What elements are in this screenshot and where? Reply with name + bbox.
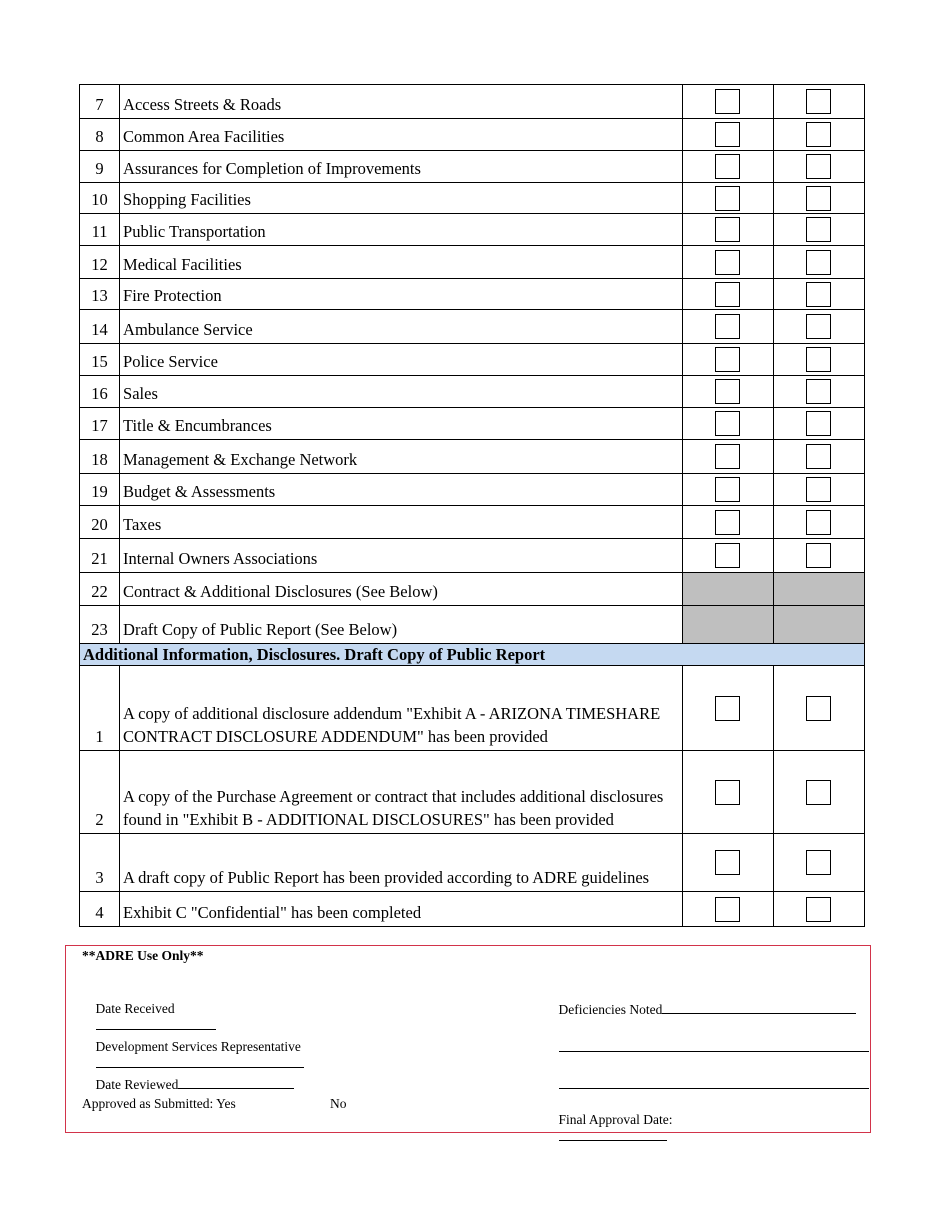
row-number: 7 <box>80 85 120 119</box>
date-reviewed-blank[interactable] <box>178 1076 294 1089</box>
checkbox-col-2[interactable] <box>806 379 831 404</box>
row-label: Taxes <box>120 506 683 539</box>
row-label: Title & Encumbrances <box>120 408 683 440</box>
row-label: Ambulance Service <box>120 310 683 344</box>
checkbox-col-1-cell[interactable] <box>682 666 773 751</box>
date-reviewed-label: Date Reviewed <box>95 1077 179 1092</box>
row-label: Police Service <box>120 344 683 376</box>
row-number: 13 <box>80 279 120 310</box>
shaded-cell <box>682 606 773 644</box>
checklist-table <box>79 84 865 927</box>
checkbox-col-2[interactable] <box>806 444 831 469</box>
checkbox-col-2-cell[interactable] <box>773 376 864 408</box>
row-number: 3 <box>80 834 120 892</box>
checkbox-col-1[interactable] <box>715 510 740 535</box>
row-label: Internal Owners Associations <box>120 539 683 573</box>
checkbox-col-2-cell[interactable] <box>773 474 864 506</box>
checkbox-col-2[interactable] <box>806 477 831 502</box>
row-number: 15 <box>80 344 120 376</box>
row-label: Contract & Additional Disclosures (See Below) <box>120 573 683 606</box>
checklist-row <box>80 892 865 927</box>
row-number: 2 <box>80 751 120 834</box>
checkbox-col-2-cell[interactable] <box>773 279 864 310</box>
checkbox-col-1[interactable] <box>715 411 740 436</box>
checkbox-col-1-cell[interactable] <box>682 214 773 246</box>
checkbox-col-2[interactable] <box>806 347 831 372</box>
checkbox-col-1[interactable] <box>715 477 740 502</box>
checkbox-col-1-cell[interactable] <box>682 751 773 834</box>
checkbox-col-1-cell[interactable] <box>682 344 773 376</box>
checkbox-col-2[interactable] <box>806 282 831 307</box>
row-label: Sales <box>120 376 683 408</box>
adre-title: **ADRE Use Only** <box>82 948 204 963</box>
deficiencies-blank-2[interactable] <box>559 1039 869 1052</box>
checklist-row <box>80 474 865 506</box>
checkbox-col-1[interactable] <box>715 897 740 922</box>
row-number: 11 <box>80 214 120 246</box>
checkbox-col-2[interactable] <box>806 510 831 535</box>
checklist-row <box>80 751 865 834</box>
section-header-row <box>80 644 865 666</box>
checkbox-col-1[interactable] <box>715 850 740 875</box>
row-label: Common Area Facilities <box>120 119 683 151</box>
checkbox-col-1-cell[interactable] <box>682 834 773 892</box>
row-number: 9 <box>80 151 120 183</box>
checkbox-col-2-cell[interactable] <box>773 246 864 279</box>
row-label: Fire Protection <box>120 279 683 310</box>
row-number: 23 <box>80 606 120 644</box>
checkbox-col-2[interactable] <box>806 411 831 436</box>
checkbox-col-2-cell[interactable] <box>773 119 864 151</box>
checkbox-col-2[interactable] <box>806 897 831 922</box>
row-label: A copy of additional disclosure addendum "Exhibit A - ARIZONA TIMESHARE CONTRACT DISCLOSURE ADDENDUM" has been provided <box>120 666 683 751</box>
row-label: Shopping Facilities <box>120 183 683 214</box>
row-number: 22 <box>80 573 120 606</box>
checklist-row <box>80 834 865 892</box>
checkbox-col-1-cell[interactable] <box>682 408 773 440</box>
checkbox-col-1[interactable] <box>715 154 740 179</box>
checkbox-col-1-cell[interactable] <box>682 376 773 408</box>
checkbox-col-1-cell[interactable] <box>682 440 773 474</box>
final-approval-date-blank[interactable] <box>559 1128 667 1141</box>
checklist-row <box>80 573 865 606</box>
checkbox-col-2-cell[interactable] <box>773 408 864 440</box>
checklist-row <box>80 376 865 408</box>
row-label: Public Transportation <box>120 214 683 246</box>
approved-as-submitted-yes[interactable]: Approved as Submitted: Yes <box>82 1096 236 1111</box>
checkbox-col-1[interactable] <box>715 89 740 114</box>
checklist-row <box>80 151 865 183</box>
checkbox-col-1-cell[interactable] <box>682 85 773 119</box>
checkbox-col-2[interactable] <box>806 250 831 275</box>
checkbox-col-2-cell[interactable] <box>773 834 864 892</box>
checklist-row <box>80 344 865 376</box>
checkbox-col-2-cell[interactable] <box>773 151 864 183</box>
row-number: 20 <box>80 506 120 539</box>
checkbox-col-1[interactable] <box>715 186 740 211</box>
checklist-row <box>80 310 865 344</box>
deficiencies-noted-label: Deficiencies Noted <box>558 1002 663 1017</box>
final-approval-date-label: Final Approval Date: <box>558 1112 673 1127</box>
checklist-row <box>80 279 865 310</box>
row-number: 4 <box>80 892 120 927</box>
checkbox-col-2[interactable] <box>806 850 831 875</box>
checkbox-col-2[interactable] <box>806 696 831 721</box>
checkbox-col-1-cell[interactable] <box>682 183 773 214</box>
checkbox-col-1-cell[interactable] <box>682 310 773 344</box>
checkbox-col-1-cell[interactable] <box>682 246 773 279</box>
deficiencies-noted-blank[interactable] <box>662 1001 856 1014</box>
deficiencies-blank-3[interactable] <box>559 1076 869 1089</box>
row-label: Budget & Assessments <box>120 474 683 506</box>
checkbox-col-1-cell[interactable] <box>682 279 773 310</box>
checkbox-col-1-cell[interactable] <box>682 474 773 506</box>
checkbox-col-1-cell[interactable] <box>682 539 773 573</box>
checkbox-col-1[interactable] <box>715 217 740 242</box>
row-label: Management & Exchange Network <box>120 440 683 474</box>
shaded-cell <box>773 606 864 644</box>
row-number: 10 <box>80 183 120 214</box>
checkbox-col-1[interactable] <box>715 543 740 568</box>
shaded-cell <box>682 573 773 606</box>
checkbox-col-1-cell[interactable] <box>682 119 773 151</box>
checkbox-col-2-cell[interactable] <box>773 539 864 573</box>
checklist-row <box>80 666 865 751</box>
checkbox-col-1[interactable] <box>715 122 740 147</box>
row-number: 1 <box>80 666 120 751</box>
dev-services-rep-label: Development Services Representative <box>95 1039 301 1054</box>
checklist-row <box>80 246 865 279</box>
checklist-row <box>80 606 865 644</box>
checkbox-col-2[interactable] <box>806 154 831 179</box>
checkbox-col-2[interactable] <box>806 217 831 242</box>
checkbox-col-2-cell[interactable] <box>773 892 864 927</box>
checkbox-col-2-cell[interactable] <box>773 506 864 539</box>
checklist-row <box>80 85 865 119</box>
checkbox-col-2-cell[interactable] <box>773 85 864 119</box>
checkbox-col-1[interactable] <box>715 347 740 372</box>
checklist-row <box>80 440 865 474</box>
checkbox-col-1-cell[interactable] <box>682 151 773 183</box>
checkbox-col-2-cell[interactable] <box>773 751 864 834</box>
checklist-row <box>80 183 865 214</box>
checkbox-col-2[interactable] <box>806 122 831 147</box>
date-received-label: Date Received <box>95 1001 175 1016</box>
approved-no[interactable]: No <box>330 1096 347 1111</box>
checkbox-col-1[interactable] <box>715 444 740 469</box>
final-approval-date-field[interactable] <box>545 1096 672 1161</box>
checkbox-col-2[interactable] <box>806 186 831 211</box>
section-title: Additional Information, Disclosures. Draft Copy of Public Report <box>80 644 865 666</box>
row-label: Assurances for Completion of Improvements <box>120 151 683 183</box>
checkbox-col-2-cell[interactable] <box>773 440 864 474</box>
adre-use-only-box <box>65 945 871 1133</box>
checkbox-col-1[interactable] <box>715 250 740 275</box>
checkbox-col-2-cell[interactable] <box>773 214 864 246</box>
row-number: 19 <box>80 474 120 506</box>
row-label: Exhibit C "Confidential" has been completed <box>120 892 683 927</box>
checkbox-col-1[interactable] <box>715 379 740 404</box>
checkbox-col-1[interactable] <box>715 780 740 805</box>
checkbox-col-2-cell[interactable] <box>773 666 864 751</box>
checkbox-col-1[interactable] <box>715 696 740 721</box>
checkbox-col-1-cell[interactable] <box>682 892 773 927</box>
checkbox-col-2[interactable] <box>806 314 831 339</box>
row-number: 12 <box>80 246 120 279</box>
row-label: Access Streets & Roads <box>120 85 683 119</box>
row-number: 8 <box>80 119 120 151</box>
row-label: A draft copy of Public Report has been provided according to ADRE guidelines <box>120 834 683 892</box>
checkbox-col-2-cell[interactable] <box>773 183 864 214</box>
checklist-row <box>80 506 865 539</box>
checkbox-col-2-cell[interactable] <box>773 310 864 344</box>
checkbox-col-1[interactable] <box>715 282 740 307</box>
checklist-row <box>80 214 865 246</box>
checkbox-col-1-cell[interactable] <box>682 506 773 539</box>
checkbox-col-2[interactable] <box>806 543 831 568</box>
checkbox-col-2-cell[interactable] <box>773 344 864 376</box>
checklist-row <box>80 539 865 573</box>
row-number: 21 <box>80 539 120 573</box>
row-number: 14 <box>80 310 120 344</box>
shaded-cell <box>773 573 864 606</box>
checkbox-col-2[interactable] <box>806 89 831 114</box>
row-label: Medical Facilities <box>120 246 683 279</box>
checkbox-col-2[interactable] <box>806 780 831 805</box>
checklist-row <box>80 408 865 440</box>
row-label: Draft Copy of Public Report (See Below) <box>120 606 683 644</box>
row-label: A copy of the Purchase Agreement or contract that includes additional disclosures found in "Exhibit B - ADDITIONAL DISCLOSURES" has been provided <box>120 751 683 834</box>
row-number: 16 <box>80 376 120 408</box>
row-number: 17 <box>80 408 120 440</box>
checkbox-col-1[interactable] <box>715 314 740 339</box>
checklist-row <box>80 119 865 151</box>
row-number: 18 <box>80 440 120 474</box>
